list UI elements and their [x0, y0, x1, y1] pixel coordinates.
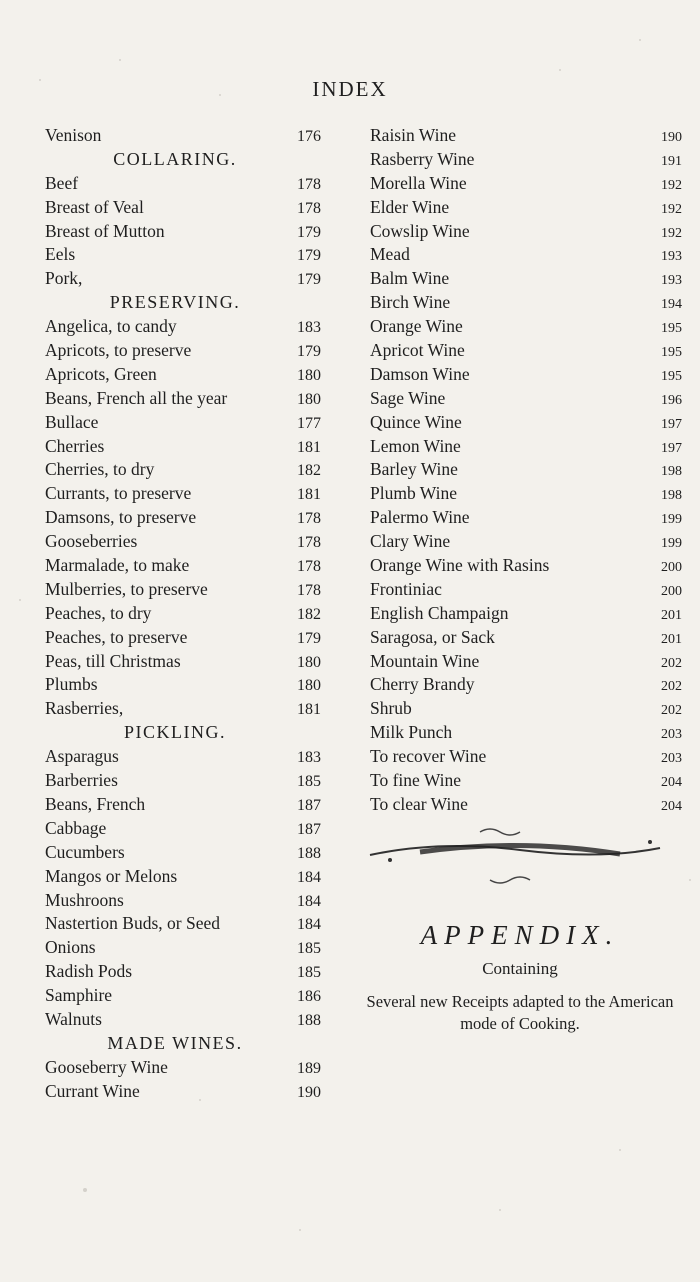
entry-page-number: 182 [297, 605, 321, 623]
index-entry [370, 578, 682, 602]
index-entry [45, 865, 345, 889]
index-entry [45, 769, 345, 793]
entry-label: Cherry Brandy [370, 674, 475, 695]
index-entry [45, 578, 345, 602]
index-entry [370, 602, 682, 626]
index-entry [370, 387, 682, 411]
entry-page-number: 179 [297, 343, 321, 361]
entry-page-number: 187 [297, 796, 321, 814]
entry-label: Beans, French all the year [45, 387, 228, 408]
index-entry [370, 172, 682, 196]
index-entry [45, 196, 345, 220]
entry-page-number: 177 [297, 414, 321, 432]
entry-label: Marmalade, to make [45, 555, 190, 576]
entry-label: Raisin Wine [370, 125, 456, 145]
entry-page-number: 196 [661, 392, 682, 408]
entry-label: Palermo Wine [370, 507, 470, 528]
entry-label: To recover Wine [370, 746, 487, 767]
entry-page-number: 195 [661, 321, 682, 337]
entry-page-number: 197 [661, 416, 682, 432]
entry-page-number: 179 [297, 223, 321, 241]
entry-label: Saragosa, or Sack [370, 626, 495, 647]
index-entry [370, 554, 682, 578]
index-entry [370, 793, 682, 817]
entry-label: Breast of Veal [45, 196, 144, 217]
entry-label: Gooseberry Wine [45, 1056, 168, 1077]
entry-label: Radish Pods [45, 961, 133, 982]
entry-label: Breast of Mutton [45, 220, 165, 241]
entry-label: Peaches, to dry [45, 602, 152, 623]
entry-label: Samphire [45, 985, 113, 1006]
entry-label: Mountain Wine [370, 650, 480, 671]
entry-page-number: 181 [297, 438, 321, 456]
index-entry [45, 673, 345, 697]
entry-label: Plumb Wine [370, 483, 457, 504]
entry-label: Orange Wine [370, 316, 463, 337]
index-entry [370, 243, 682, 267]
index-entry [370, 435, 682, 459]
entry-page-number: 180 [297, 677, 321, 695]
index-entry [370, 626, 682, 650]
entry-label: Cherries, to dry [45, 459, 155, 480]
index-entry [370, 530, 682, 554]
index-entry [45, 220, 345, 244]
index-entry [45, 936, 345, 960]
index-entry [45, 363, 345, 387]
entry-label: Barberries [45, 770, 118, 791]
index-entry [45, 530, 345, 554]
index-entry [45, 482, 345, 506]
entry-page-number: 192 [661, 177, 682, 193]
appendix-block [360, 920, 680, 1035]
entry-page-number: 185 [297, 940, 321, 958]
index-entry [45, 506, 345, 530]
index-entry [45, 267, 345, 291]
entry-label: Peaches, to preserve [45, 626, 188, 647]
section-heading: MADE WINES. [107, 1032, 243, 1053]
entry-page-number: 184 [297, 916, 321, 934]
index-entry [370, 363, 682, 387]
index-entry [370, 291, 682, 315]
entry-page-number: 176 [297, 128, 321, 145]
entry-label: Gooseberries [45, 531, 138, 552]
index-entry [45, 602, 345, 626]
index-entry [45, 339, 345, 363]
index-entry [45, 315, 345, 339]
entry-page-number: 181 [297, 486, 321, 504]
entry-page-number: 195 [661, 345, 682, 361]
index-entry [370, 267, 682, 291]
entry-label: Mulberries, to preserve [45, 578, 208, 599]
entry-label: Cucumbers [45, 841, 125, 862]
entry-label: Walnuts [45, 1008, 102, 1029]
index-entry [45, 1056, 345, 1080]
entry-page-number: 202 [661, 679, 682, 695]
index-entry [370, 315, 682, 339]
index-entry [370, 482, 682, 506]
entry-label: Barley Wine [370, 459, 458, 480]
index-entry [45, 960, 345, 984]
entry-page-number: 194 [661, 297, 682, 313]
entry-page-number: 181 [297, 701, 321, 719]
section-heading: PRESERVING. [109, 292, 241, 313]
entry-label: To fine Wine [370, 770, 462, 791]
index-entry [45, 626, 345, 650]
index-entry [370, 697, 682, 721]
entry-page-number: 189 [297, 1059, 321, 1077]
index-entry [370, 673, 682, 697]
entry-page-number: 178 [297, 175, 321, 193]
entry-label: Cabbage [45, 817, 107, 838]
entry-page-number: 184 [297, 868, 321, 886]
entry-label: Beans, French [45, 793, 146, 814]
entry-page-number: 190 [297, 1083, 321, 1101]
entry-label: Damson Wine [370, 363, 470, 384]
index-entry [45, 650, 345, 674]
index-entry [45, 889, 345, 913]
entry-page-number: 198 [661, 488, 682, 504]
entry-label: Beef [45, 172, 79, 193]
index-entry [370, 721, 682, 745]
entry-label: Mangos or Melons [45, 865, 178, 886]
entry-page-number: 187 [297, 820, 321, 838]
entry-label: Apricots, Green [45, 363, 157, 384]
index-entry [45, 387, 345, 411]
entry-page-number: 197 [661, 440, 682, 456]
entry-page-number: 178 [297, 199, 321, 217]
index-entry [370, 769, 682, 793]
index-entry [45, 172, 345, 196]
entry-label: Clary Wine [370, 531, 451, 552]
entry-page-number: 178 [297, 581, 321, 599]
index-entry [45, 435, 345, 459]
index-entry [45, 1080, 345, 1104]
entry-page-number: 202 [661, 655, 682, 671]
entry-label: Plumbs [45, 674, 98, 695]
entry-page-number: 193 [661, 249, 682, 265]
entry-label: Frontiniac [370, 578, 442, 599]
section-heading: PICKLING. [124, 722, 226, 743]
entry-page-number: 201 [661, 607, 682, 623]
entry-page-number: 192 [661, 201, 682, 217]
index-entry [45, 912, 345, 936]
appendix-title: APPENDIX. [420, 920, 620, 950]
entry-page-number: 180 [297, 366, 321, 384]
index-entry [45, 243, 345, 267]
appendix-containing: Containing [482, 959, 558, 978]
index-entry [370, 745, 682, 769]
entry-page-number: 188 [297, 1011, 321, 1029]
entry-label: Venison [45, 125, 102, 145]
index-right-column [370, 124, 682, 817]
entry-label: Eels [45, 244, 76, 265]
entry-label: Cowslip Wine [370, 220, 470, 241]
entry-label: Angelica, to candy [45, 316, 177, 337]
section-heading: COLLARING. [113, 148, 237, 169]
entry-page-number: 180 [297, 653, 321, 671]
entry-label: Milk Punch [370, 722, 453, 743]
entry-label: Currants, to preserve [45, 483, 192, 504]
index-entry [45, 458, 345, 482]
entry-label: Asparagus [45, 746, 119, 767]
entry-page-number: 185 [297, 964, 321, 982]
index-entry [45, 1008, 345, 1032]
index-entry [45, 793, 345, 817]
index-entry [370, 458, 682, 482]
entry-label: Orange Wine with Rasins [370, 555, 550, 576]
entry-page-number: 183 [297, 749, 321, 767]
entry-label: Birch Wine [370, 292, 451, 313]
appendix-description: Several new Receipts adapted to the American mode of Cooking. [366, 992, 674, 1033]
index-entry [370, 220, 682, 244]
entry-page-number: 192 [661, 225, 682, 241]
entry-page-number: 183 [297, 319, 321, 337]
entry-page-number: 186 [297, 988, 321, 1006]
entry-label: Peas, till Christmas [45, 650, 181, 671]
entry-label: Quince Wine [370, 411, 462, 432]
entry-label: Rasberries, [45, 698, 124, 719]
entry-page-number: 178 [297, 510, 321, 528]
entry-label: Elder Wine [370, 196, 450, 217]
entry-page-number: 202 [661, 703, 682, 719]
entry-page-number: 178 [297, 534, 321, 552]
entry-page-number: 201 [661, 631, 682, 647]
entry-page-number: 200 [661, 560, 682, 576]
index-entry [45, 745, 345, 769]
index-entry [45, 411, 345, 435]
entry-label: Nastertion Buds, or Seed [45, 913, 220, 934]
ornamental-flourish [360, 820, 680, 900]
index-entry [370, 196, 682, 220]
entry-label: To clear Wine [370, 793, 468, 814]
entry-page-number: 200 [661, 583, 682, 599]
page-title: INDEX [312, 77, 388, 101]
entry-label: Balm Wine [370, 268, 450, 289]
index-entry [45, 817, 345, 841]
entry-label: Currant Wine [45, 1080, 140, 1101]
index-entry [370, 124, 682, 148]
entry-label: Apricots, to preserve [45, 340, 192, 361]
entry-page-number: 188 [297, 844, 321, 862]
entry-page-number: 204 [661, 775, 682, 791]
entry-page-number: 193 [661, 273, 682, 289]
entry-page-number: 203 [661, 727, 682, 743]
entry-page-number: 191 [661, 153, 682, 169]
index-entry [45, 554, 345, 578]
entry-page-number: 195 [661, 368, 682, 384]
index-entry [370, 148, 682, 172]
index-entry [370, 411, 682, 435]
entry-label: Pork, [45, 268, 83, 289]
entry-page-number: 184 [297, 892, 321, 910]
entry-page-number: 179 [297, 629, 321, 647]
entry-page-number: 182 [297, 462, 321, 480]
entry-label: Onions [45, 937, 96, 958]
index-entry [370, 506, 682, 530]
entry-page-number: 179 [297, 271, 321, 289]
entry-page-number: 203 [661, 751, 682, 767]
entry-page-number: 185 [297, 773, 321, 791]
entry-page-number: 198 [661, 464, 682, 480]
entry-label: Lemon Wine [370, 435, 461, 456]
entry-label: Rasberry Wine [370, 148, 475, 169]
entry-page-number: 199 [661, 536, 682, 552]
entry-label: Mushroons [45, 889, 124, 910]
entry-page-number: 204 [661, 798, 682, 814]
index-entry [45, 697, 345, 721]
index-left-column [45, 124, 345, 1104]
entry-label: Morella Wine [370, 172, 467, 193]
index-entry [45, 124, 345, 148]
entry-page-number: 199 [661, 512, 682, 528]
entry-label: Cherries [45, 435, 105, 456]
entry-label: Apricot Wine [370, 340, 465, 361]
entry-label: Shrub [370, 698, 412, 719]
index-entry [370, 339, 682, 363]
index-entry [45, 984, 345, 1008]
entry-label: Damsons, to preserve [45, 507, 197, 528]
entry-page-number: 190 [661, 130, 682, 145]
entry-label: Sage Wine [370, 387, 446, 408]
entry-page-number: 179 [297, 247, 321, 265]
entry-label: Bullace [45, 411, 99, 432]
index-entry [370, 650, 682, 674]
index-entry [45, 841, 345, 865]
entry-label: Mead [370, 244, 410, 265]
entry-page-number: 180 [297, 390, 321, 408]
entry-page-number: 178 [297, 558, 321, 576]
entry-label: English Champaign [370, 602, 509, 623]
